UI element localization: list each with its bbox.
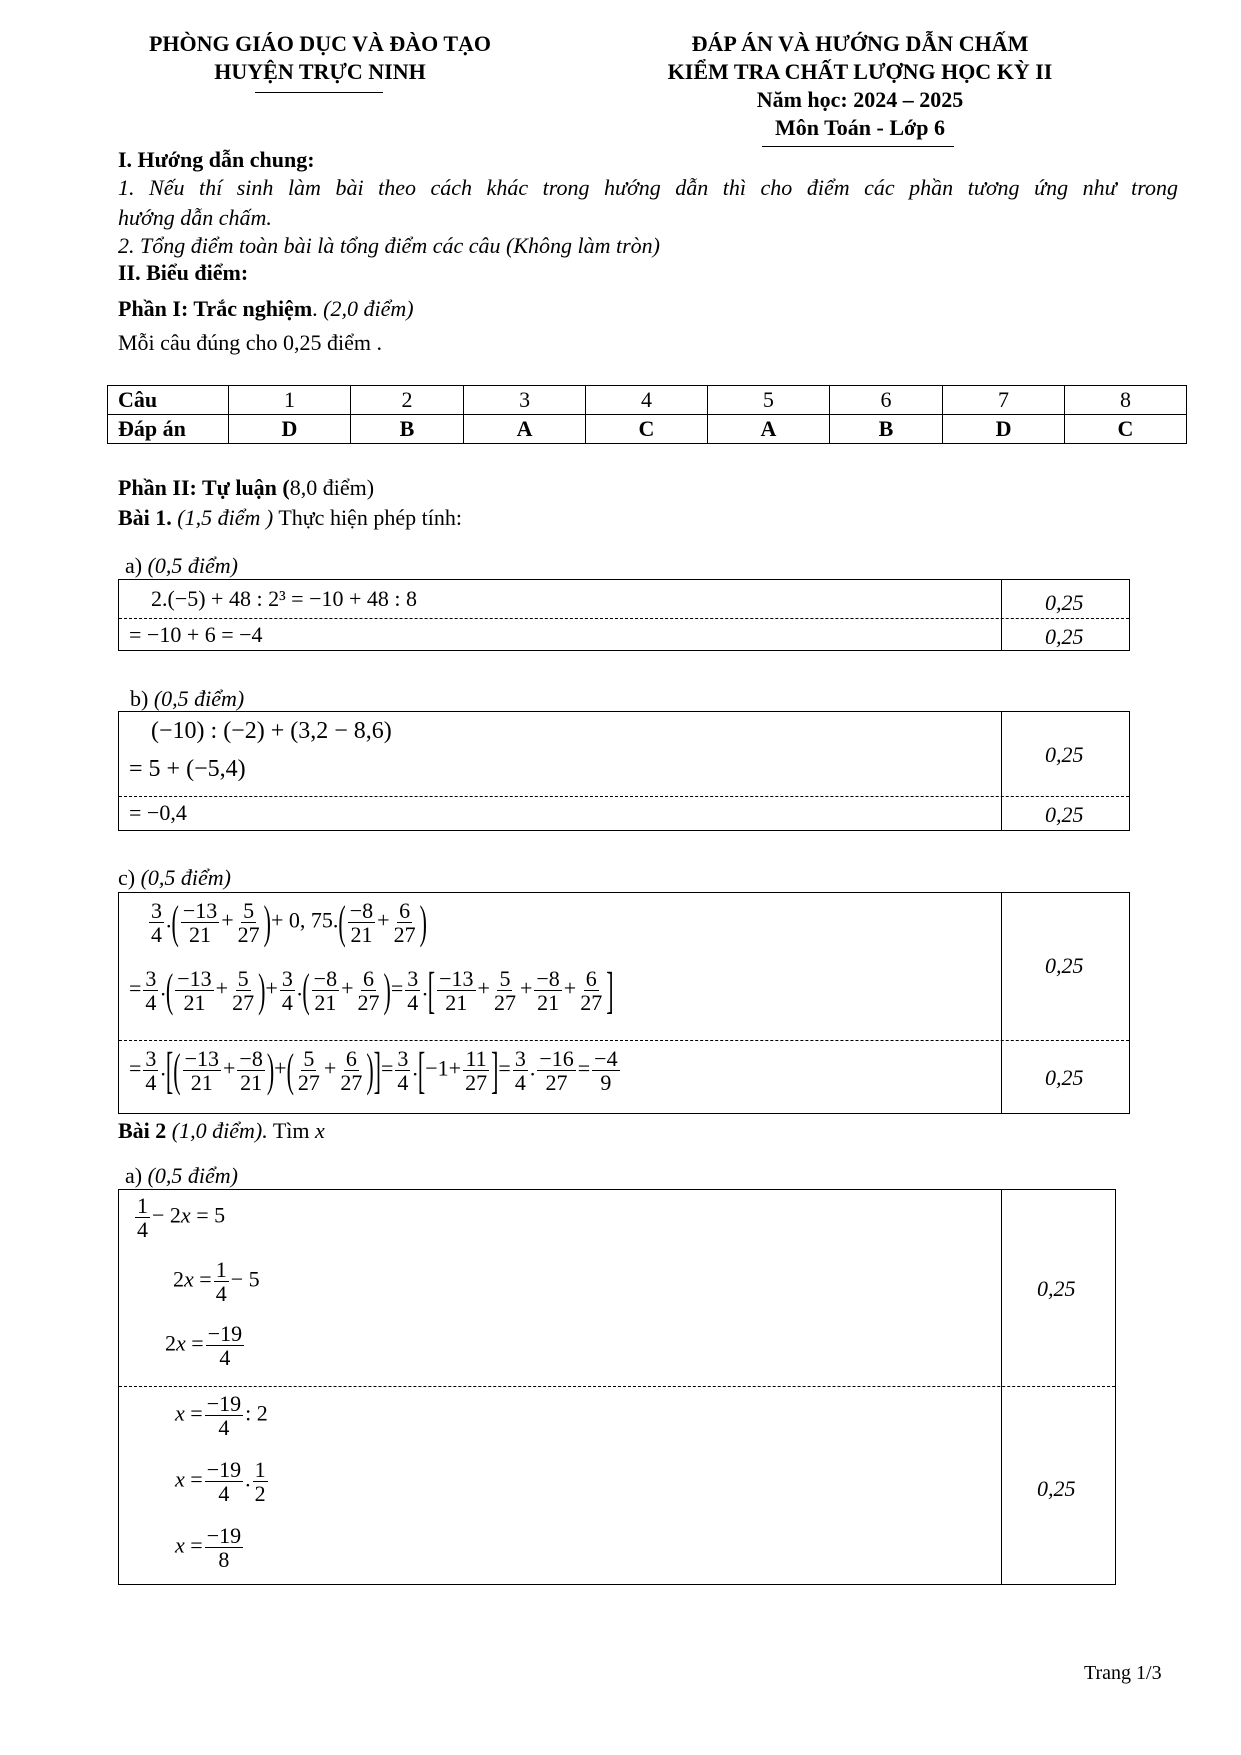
- question-number: 2: [350, 386, 463, 415]
- bai-1-title: Bài 1.: [118, 505, 172, 530]
- exam-title: KIỂM TRA CHẤT LƯỢNG HỌC KỲ II: [667, 59, 1053, 84]
- part-2-points: 8,0 điểm): [289, 475, 375, 500]
- answer-cell: C: [586, 415, 708, 444]
- bai-2-heading: [118, 1118, 325, 1144]
- b1b-heading: [130, 686, 244, 712]
- bai-2-points: (1,0 điểm).: [166, 1118, 268, 1143]
- part-1-note: Mỗi câu đúng cho 0,25 điểm .: [118, 330, 382, 355]
- row-divider: [119, 618, 1129, 619]
- answer-cell: B: [350, 415, 463, 444]
- b1a-score-1: 0,25: [1045, 590, 1084, 615]
- b2a-line4: x = $\frac{-19}{4}$ : 2: [175, 1391, 268, 1441]
- bai-2-title: Bài 2: [118, 1118, 167, 1143]
- b1c-score-1: 0,25: [1045, 953, 1084, 978]
- b1b-label: b): [130, 686, 154, 711]
- b1a-score-2: 0,25: [1045, 624, 1084, 649]
- answer-cell: D: [229, 415, 351, 444]
- b1b-points: (0,5 điểm): [153, 686, 245, 711]
- note-2: 2. Tổng điểm toàn bài là tổng điểm các câu (Không làm tròn): [118, 233, 661, 258]
- score-divider: [1001, 1190, 1002, 1584]
- doc-title: ĐÁP ÁN VÀ HƯỚNG DẪN CHẤM: [691, 31, 1029, 56]
- district-name: HUYỆN TRỰC NINH: [214, 59, 426, 84]
- part-1-title: Phần I: Trắc nghiệm: [118, 296, 313, 321]
- b1a-points: (0,5 điểm): [147, 553, 239, 578]
- b1c-line1: $\frac{3}{4}$ .( $\frac{-13}{21}$ + $\frac{5}{27}$ )+ 0, 75.( $\frac{-8}{21}$ + $\frac{6}{27}$ ): [151, 895, 427, 948]
- note-1-line2: hướng dẫn chấm.: [118, 205, 272, 230]
- answer-cell: C: [1065, 415, 1187, 444]
- part-1-points: (2,0 điểm): [317, 296, 414, 321]
- b1c-heading: [118, 865, 231, 891]
- answer-cell: A: [464, 415, 586, 444]
- bai-2-var: x: [314, 1118, 325, 1143]
- b1a-box: [118, 579, 1130, 651]
- b1a-line2: = −10 + 6 = −4: [129, 622, 263, 647]
- question-number: 1: [229, 386, 351, 415]
- part-1-dot: .: [312, 296, 318, 321]
- part-2-title: Phần II: Tự luận (: [118, 475, 290, 500]
- b1b-score-1: 0,25: [1045, 742, 1084, 767]
- row-divider: [119, 1386, 1115, 1387]
- b1a-line1: 2.(−5) + 48 : 2³ = −10 + 48 : 8: [151, 586, 418, 611]
- b2a-score-1: 0,25: [1037, 1276, 1076, 1301]
- b1c-box: [118, 892, 1130, 1114]
- section-1-title: I. Hướng dẫn chung:: [118, 147, 315, 172]
- question-number: 8: [1065, 386, 1187, 415]
- answer-cell: D: [943, 415, 1065, 444]
- row-divider: [119, 796, 1129, 797]
- school-year: Năm học: 2024 – 2025: [756, 87, 964, 112]
- note-1-line1: 1. Nếu thí sinh làm bài theo cách khác trong hướng dẫn thì cho điểm các phần tương ứng như trong: [118, 175, 1178, 200]
- b1b-box: [118, 711, 1130, 831]
- b1a-label: a): [125, 553, 148, 578]
- answer-cell: B: [829, 415, 942, 444]
- right-underline: [762, 146, 954, 147]
- page-number: Trang 1/3: [1084, 1662, 1162, 1684]
- left-underline: [255, 92, 383, 93]
- b2a-line6: x = $\frac{-19}{8}$: [175, 1523, 242, 1573]
- question-row: [108, 386, 1187, 415]
- b2a-line5: x = $\frac{-19}{4}$ . $\frac{1}{2}$: [175, 1457, 266, 1507]
- b1c-line3: = $\frac{3}{4}$ .[( $\frac{-13}{21}$ + $\frac{-8}{21}$ )+( $\frac{5}{27}$ + $\frac{6}{27}$ )]= $\frac{3}{4}$ .[−1+ $\frac{11}{27}$ ]= $\frac{3}{4}$ . $\frac{-16}{27}$ = $\frac{-4}{9}$: [129, 1040, 618, 1099]
- score-divider: [1001, 712, 1002, 830]
- part-1-heading: [118, 296, 414, 322]
- b2a-line3: 2x = $\frac{-19}{4}$: [165, 1321, 243, 1371]
- department-name: PHÒNG GIÁO DỤC VÀ ĐÀO TẠO: [148, 31, 492, 56]
- question-label: Câu: [108, 386, 229, 415]
- b2a-heading: [125, 1163, 238, 1189]
- row-divider: [119, 1040, 1129, 1041]
- b2a-points: (0,5 điểm): [147, 1163, 239, 1188]
- b1c-line2: = $\frac{3}{4}$ .( $\frac{-13}{21}$ + $\frac{5}{27}$ )+ $\frac{3}{4}$ .( $\frac{-8}{21}$ + $\frac{6}{27}$ )= $\frac{3}{4}$ .[ $\frac{-13}{21}$ + $\frac{5}{27}$ + $\frac{-8}{21}$ + $\frac{6}{27}$ ]: [129, 960, 614, 1019]
- score-divider: [1001, 893, 1002, 1113]
- b1a-heading: [125, 553, 238, 579]
- bai-1-task: Thực hiện phép tính:: [273, 505, 462, 530]
- bai-2-task: Tìm: [267, 1118, 315, 1143]
- b1b-score-2: 0,25: [1045, 802, 1084, 827]
- subject: Môn Toán - Lớp 6: [775, 115, 945, 140]
- b2a-score-2: 0,25: [1037, 1476, 1076, 1501]
- b1b-line2: = 5 + (−5,4): [129, 756, 246, 782]
- score-divider: [1001, 580, 1002, 650]
- b1c-score-2: 0,25: [1045, 1065, 1084, 1090]
- question-number: 6: [829, 386, 942, 415]
- answer-cell: A: [707, 415, 829, 444]
- b2a-line1: $\frac{1}{4}$ − 2x = 5: [137, 1193, 226, 1243]
- section-2-title: II. Biểu điểm:: [118, 260, 249, 285]
- part-2-heading: [118, 475, 374, 501]
- bai-1-heading: [118, 505, 462, 531]
- b1c-label: c): [118, 865, 141, 890]
- answer-row: [108, 415, 1187, 444]
- b1b-line1: (−10) : (−2) + (3,2 − 8,6): [151, 718, 392, 744]
- answer-label: Đáp án: [108, 415, 229, 444]
- b1c-points: (0,5 điểm): [140, 865, 232, 890]
- bai-1-points: (1,5 điểm ): [171, 505, 274, 530]
- question-number: 3: [464, 386, 586, 415]
- question-number: 5: [707, 386, 829, 415]
- b2a-label: a): [125, 1163, 148, 1188]
- question-number: 4: [586, 386, 708, 415]
- answer-table: [107, 385, 1187, 444]
- question-number: 7: [943, 386, 1065, 415]
- b2a-box: [118, 1189, 1116, 1585]
- b1b-line3: = −0,4: [129, 800, 187, 825]
- b2a-line2: 2x = $\frac{1}{4}$ − 5: [173, 1257, 260, 1307]
